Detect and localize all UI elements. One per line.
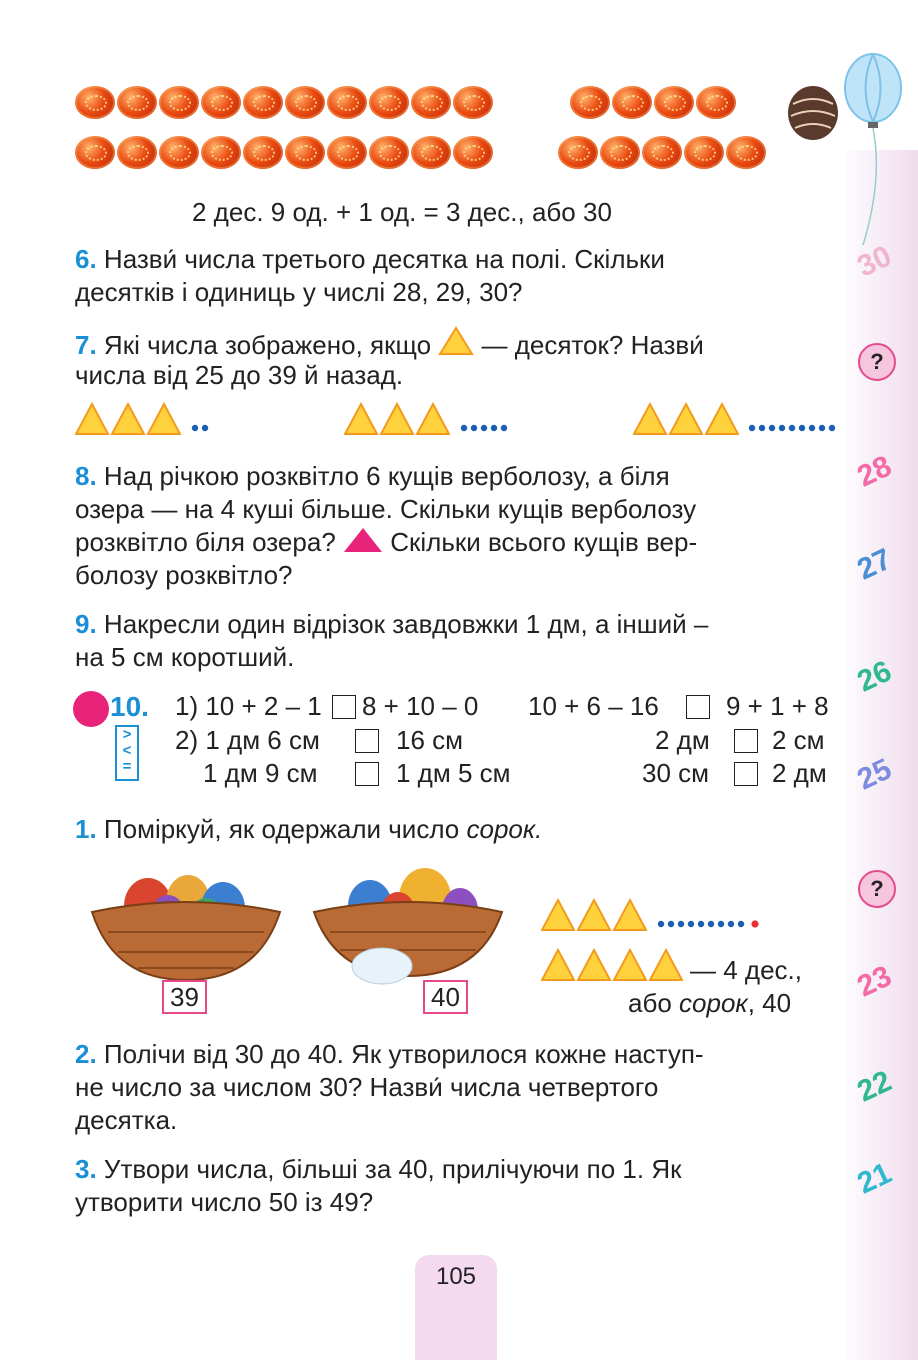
task-2-line-2: не число за числом 30? Назви́ числа четвертого [75, 1072, 659, 1102]
side-number-28: 28 [852, 449, 897, 494]
easter-egg-icon [684, 136, 724, 169]
easter-egg-icon [243, 136, 283, 169]
easter-egg-icon [453, 86, 493, 119]
easter-egg-icon [159, 136, 199, 169]
answer-box[interactable] [355, 762, 379, 786]
unit-dots-icon [460, 424, 510, 432]
easter-egg-icon [558, 136, 598, 169]
easter-egg-icon [411, 136, 451, 169]
easter-egg-icon [696, 86, 736, 119]
compare-expression: 1) 10 + 2 – 1 [175, 691, 322, 721]
triangle-tens-icon [541, 898, 647, 932]
easter-egg-icon [243, 86, 283, 119]
easter-egg-icon [285, 86, 325, 119]
compare-expression: 8 + 10 – 0 [362, 691, 479, 721]
compare-expression: 2 дм [655, 725, 710, 755]
answer-box[interactable] [734, 729, 758, 753]
decorated-egg-icon [785, 84, 841, 142]
easter-egg-icon [654, 86, 694, 119]
task-text: розквітло біля озера? [75, 527, 336, 557]
answer-box[interactable] [734, 762, 758, 786]
triangle-tens-icon [633, 402, 739, 436]
task-7-line-1 [75, 326, 704, 362]
task-6-line-2: десятків і одиниць у числі 28, 29, 30? [75, 277, 523, 307]
pink-triangle-icon [343, 527, 383, 553]
egg-basket-icon [88, 872, 284, 982]
answer-box[interactable] [355, 729, 379, 753]
easter-egg-icon [285, 136, 325, 169]
unit-dots-icon [191, 424, 211, 432]
task-text-italic: сорок [679, 988, 748, 1018]
task-number: 10. [110, 691, 149, 722]
or-forty-text [628, 987, 791, 1020]
compare-expression: 1 дм 9 см [203, 758, 318, 788]
answer-box[interactable] [332, 695, 356, 719]
balloon-icon [838, 50, 908, 250]
compare-expression: 2 см [772, 725, 825, 755]
task-2-line-3: десятка. [75, 1105, 178, 1135]
task-8-line-1 [75, 460, 670, 493]
task-9-line-2: на 5 см коротший. [75, 642, 295, 672]
task-3-line-2: утворити число 50 із 49? [75, 1187, 374, 1217]
easter-egg-icon [117, 86, 157, 119]
task-number: 2. [75, 1039, 97, 1069]
basket-label-40: 40 [423, 980, 468, 1014]
task-number: 3. [75, 1154, 97, 1184]
task-1-line [75, 813, 542, 846]
eggs-equation: 2 дес. 9 од. + 1 од. = 3 дес., або 30 [192, 197, 612, 227]
task-text: , 40 [747, 988, 792, 1018]
unit-dots-icon [657, 920, 761, 928]
easter-egg-icon [327, 86, 367, 119]
basket-label-39: 39 [162, 980, 207, 1014]
task-2-line-1 [75, 1038, 704, 1071]
task-text: Накресли один відрізок завдовжки 1 дм, а інший – [103, 609, 709, 639]
task-text: Скільки всього кущів вер- [390, 527, 698, 557]
task-text: або [628, 988, 672, 1018]
task-text: — десяток? Назви́ [481, 330, 704, 360]
side-number-30: 30 [852, 239, 897, 284]
task-9-line-1 [75, 608, 708, 641]
side-number-25: 25 [852, 752, 897, 797]
easter-egg-icon [369, 136, 409, 169]
easter-egg-icon [327, 136, 367, 169]
egg-basket-icon [310, 866, 506, 986]
task-8-line-4: болозу розквітло? [75, 560, 293, 590]
compare-expression: 30 см [642, 758, 710, 788]
task-8-line-3 [75, 526, 697, 559]
task-number: 6. [75, 244, 97, 274]
triangle-tens-icon [75, 402, 181, 436]
triangle-tens-icon [541, 948, 683, 982]
task-text: Назви́ числа третього десятка на полі. Скільки [103, 244, 665, 274]
task-text-italic: сорок. [466, 814, 543, 844]
easter-egg-icon [201, 136, 241, 169]
task-7-line-2: числа від 25 до 39 й назад. [75, 360, 404, 390]
task-number: 9. [75, 609, 97, 639]
easter-egg-icon [369, 86, 409, 119]
answer-box[interactable] [686, 695, 710, 719]
question-badge-icon: ? [858, 870, 896, 908]
comparison-signs-box: > < = [115, 725, 139, 781]
task-number: 7. [75, 330, 97, 360]
question-badge-icon: ? [858, 343, 896, 381]
compare-expression: 10 + 6 – 16 [528, 691, 659, 721]
task-number: 1. [75, 814, 97, 844]
easter-egg-icon [201, 86, 241, 119]
task-3-line-1 [75, 1153, 682, 1186]
easter-egg-icon [570, 86, 610, 119]
side-number-27: 27 [852, 542, 897, 587]
triangle-tens-icon [344, 402, 450, 436]
easter-egg-icon [75, 86, 115, 119]
task-number: 8. [75, 461, 97, 491]
compare-expression: 2 дм [772, 758, 827, 788]
task-text: Утвори числа, більші за 40, прилічуючи по 1. Як [103, 1154, 682, 1184]
easter-egg-icon [642, 136, 682, 169]
task-text: Полічи від 30 до 40. Як утворилося кожне наступ- [103, 1039, 704, 1069]
easter-egg-icon [612, 86, 652, 119]
easter-egg-icon [159, 86, 199, 119]
task-text: Над річкою розквітло 6 кущів верболозу, а біля [103, 461, 670, 491]
side-number-26: 26 [852, 654, 897, 699]
task-text: Поміркуй, як одержали число [103, 814, 460, 844]
easter-egg-icon [726, 136, 766, 169]
side-number-22: 22 [852, 1064, 897, 1109]
easter-egg-icon [453, 136, 493, 169]
triangle-ten-icon [438, 326, 474, 356]
compare-expression: 2) 1 дм 6 см [175, 725, 320, 755]
easter-egg-icon [411, 86, 451, 119]
pink-circle-icon [73, 691, 109, 727]
task-text: Які числа зображено, якщо [103, 330, 432, 360]
compare-expression: 16 см [396, 725, 464, 755]
side-number-23: 23 [852, 959, 897, 1004]
easter-egg-icon [75, 136, 115, 169]
unit-dots-icon [748, 424, 838, 432]
compare-expression: 9 + 1 + 8 [726, 691, 829, 721]
easter-egg-icon [600, 136, 640, 169]
page-number: 105 [415, 1255, 497, 1360]
task-6-line-1 [75, 243, 665, 276]
four-tens-text: — 4 дес., [690, 955, 802, 985]
compare-expression: 1 дм 5 см [396, 758, 511, 788]
easter-egg-icon [117, 136, 157, 169]
side-number-21: 21 [852, 1156, 897, 1201]
task-8-line-2: озера — на 4 куші більше. Скільки кущів верболозу [75, 494, 697, 524]
